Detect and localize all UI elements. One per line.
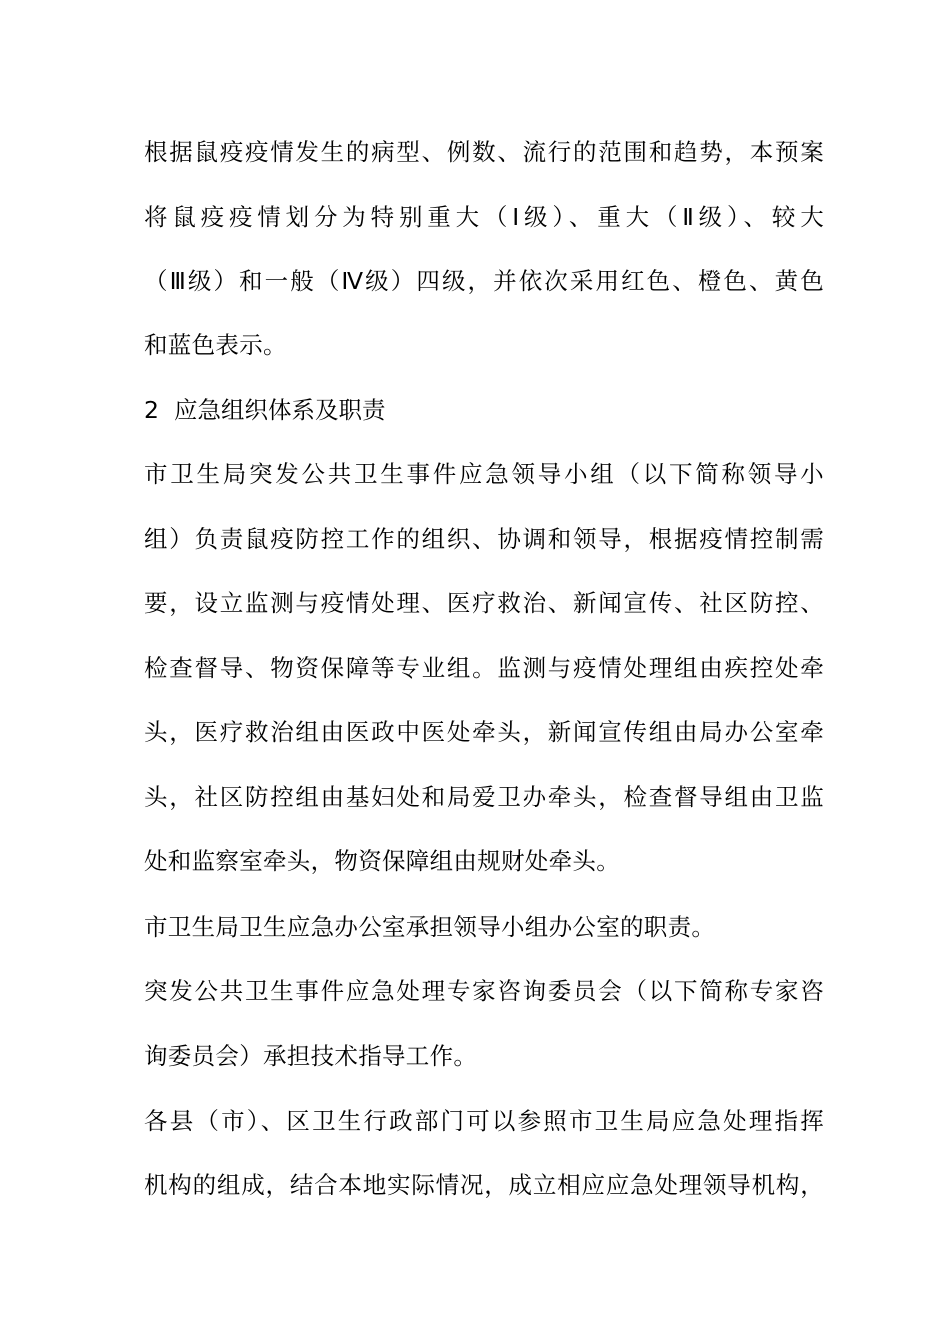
section-heading bbox=[144, 395, 386, 425]
paragraph-5-line-1: 各县（市）、区卫生行政部门可以参照市卫生局应急处理指挥 bbox=[144, 1107, 824, 1135]
paragraph-2-line-3: 要，设立监测与疫情处理、医疗救治、新闻宣传、社区防控、 bbox=[144, 589, 824, 617]
paragraph-4-line-2: 询委员会）承担技术指导工作。 bbox=[144, 1042, 478, 1070]
paragraph-1-line-3: （Ⅲ级）和一般（Ⅳ级）四级，并依次采用红色、橙色、黄色 bbox=[144, 267, 824, 295]
paragraph-1-line-2: 将鼠疫疫情划分为特别重大（Ⅰ级）、重大（Ⅱ级）、较大 bbox=[144, 203, 824, 231]
paragraph-4-line-1: 突发公共卫生事件应急处理专家咨询委员会（以下简称专家咨 bbox=[144, 977, 824, 1005]
paragraph-2-line-7: 处和监察室牵头，物资保障组由规财处牵头。 bbox=[144, 847, 620, 875]
paragraph-2-line-2: 组）负责鼠疫防控工作的组织、协调和领导，根据疫情控制需 bbox=[144, 525, 824, 553]
paragraph-2-line-6: 头，社区防控组由基妇处和局爱卫办牵头，检查督导组由卫监 bbox=[144, 783, 824, 811]
section-title: 应急组织体系及职责 bbox=[174, 396, 386, 424]
section-number: 2 bbox=[144, 396, 159, 424]
paragraph-3-line-1: 市卫生局卫生应急办公室承担领导小组办公室的职责。 bbox=[144, 913, 716, 941]
paragraph-2-line-4: 检查督导、物资保障等专业组。监测与疫情处理组由疾控处牵 bbox=[144, 654, 824, 682]
paragraph-2-line-5: 头，医疗救治组由医政中医处牵头，新闻宣传组由局办公室牵 bbox=[144, 718, 824, 746]
paragraph-1-line-4: 和蓝色表示。 bbox=[144, 331, 287, 359]
paragraph-5-line-2: 机构的组成，结合本地实际情况，成立相应应急处理领导机构， bbox=[144, 1171, 824, 1199]
paragraph-2-line-1: 市卫生局突发公共卫生事件应急领导小组（以下简称领导小 bbox=[144, 460, 824, 488]
paragraph-1-line-1: 根据鼠疫疫情发生的病型、例数、流行的范围和趋势，本预案 bbox=[144, 138, 824, 166]
